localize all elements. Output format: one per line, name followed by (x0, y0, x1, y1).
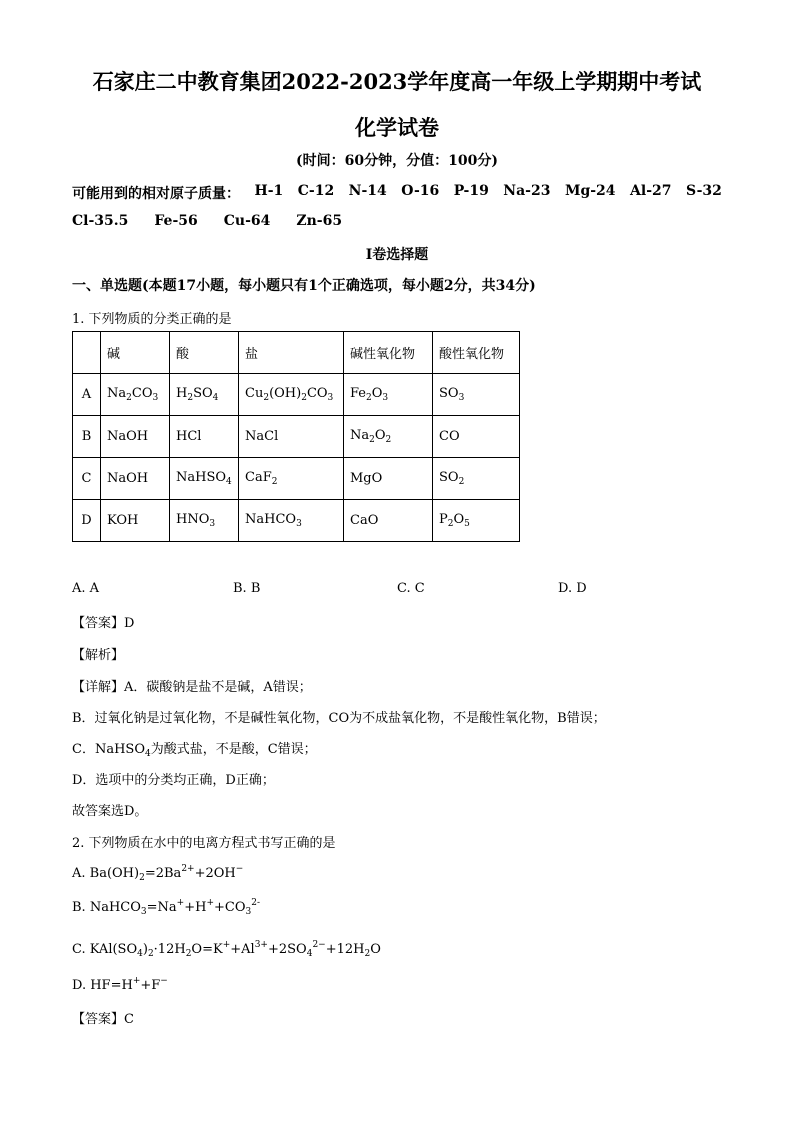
row-label: C (73, 458, 101, 500)
formula-cell: $Fe_2O_3$ (344, 374, 433, 416)
table-row (73, 500, 520, 542)
formula-cell: CO (433, 416, 520, 458)
formula-cell: HCl (170, 416, 239, 458)
q1-answer (72, 612, 134, 631)
table-header-cell: 碱 (101, 332, 170, 374)
table-row (73, 374, 520, 416)
explanation-line-2: B．过氧化钠是过氧化物，不是碱性氧化物，CO为不成盐氧化物，不是酸性氧化物，B错误； (72, 711, 606, 726)
q1-option-b: B. B (233, 581, 261, 596)
table-row (73, 458, 520, 500)
section-heading: 一、单选题(本题17小题，每小题只有1个正确选项，每小题2分，共34分) (72, 278, 536, 294)
table-header-cell: 酸 (170, 332, 239, 374)
detail-tag: 【详解】 (72, 680, 125, 695)
mass-s: S-32 (686, 183, 722, 199)
explanation-line-3: C．NaHSO$_4$为酸式盐，不是酸，C错误； (72, 742, 317, 759)
row-label: B (73, 416, 101, 458)
q2-option-d: D. HF=H++F− (72, 976, 168, 993)
formula-cell: MgO (344, 458, 433, 500)
subject-title: 化学试卷 (355, 115, 439, 140)
table-header-cell: 酸性氧化物 (433, 332, 520, 374)
formula-cell: $SO_2$ (433, 458, 520, 500)
mass-fe: Fe-56 (154, 213, 198, 229)
formula-cell: $H_2SO_4$ (170, 374, 239, 416)
formula-cell: NaOH (101, 458, 170, 500)
mass-h: H-1 (254, 183, 284, 199)
answer-tag: 【答案】 (72, 1012, 125, 1027)
table-header-cell (73, 332, 101, 374)
table-row (73, 416, 520, 458)
explanation-line-5: 故答案选D。 (72, 804, 148, 819)
row-label: D (73, 500, 101, 542)
table-header-cell: 盐 (239, 332, 344, 374)
q2-option-a: A. $Ba(OH)_2=2Ba^{2+}+2OH^-$ (72, 864, 244, 883)
mass-cu: Cu-64 (223, 213, 271, 229)
exam-title: 石家庄二中教育集团2022-2023学年度高一年级上学期期中考试 (92, 69, 702, 94)
formula-cell: NaOH (101, 416, 170, 458)
formula-cell: $SO_3$ (433, 374, 520, 416)
formula-cell: $HNO_3$ (170, 500, 239, 542)
q1-option-c: C. C (397, 581, 425, 596)
q2-option-c: C. $KAl(SO_4)_2\cdot 12H_2O=K^++Al^{3+}+2SO_4^{2-}+12H_2O$ (72, 940, 381, 959)
atomic-mass-row-1 (72, 183, 722, 203)
classification-table (72, 331, 520, 542)
explanation-line-4: D．选项中的分类均正确，D正确； (72, 773, 275, 788)
answer-tag: 【答案】 (72, 616, 125, 631)
explanation-text: A．碳酸钠是盐不是碱，A错误； (124, 680, 312, 695)
formula-cell: $Na_2CO_3$ (101, 374, 170, 416)
q1-option-a: A. A (72, 581, 100, 596)
mass-n: N-14 (348, 183, 387, 199)
mass-o: O-16 (401, 183, 440, 199)
answer-value: D (124, 616, 135, 631)
formula-cell: CaF$_2$ (239, 458, 344, 500)
explanation-line-1 (72, 676, 312, 695)
answer-value: C (124, 1012, 134, 1027)
mass-zn: Zn-65 (296, 213, 343, 229)
mass-p: P-19 (453, 183, 489, 199)
q2-option-b: B. $NaHCO_3=Na^++H^++CO_3^{2-}$ (72, 898, 260, 917)
table-header-cell: 碱性氧化物 (344, 332, 433, 374)
formula-cell: $P_2O_5$ (433, 500, 520, 542)
row-label: A (73, 374, 101, 416)
formula-cell: CaO (344, 500, 433, 542)
q2-answer (72, 1008, 134, 1027)
mass-cl: Cl-35.5 (72, 213, 129, 229)
mass-na: Na-23 (503, 183, 551, 199)
exam-info: (时间：60分钟，分值：100分) (296, 153, 498, 169)
q1-analysis-tag: 【解析】 (72, 648, 125, 663)
mass-al: Al-27 (630, 183, 672, 199)
q1-option-d: D. D (558, 581, 587, 596)
formula-cell: NaHCO$_3$ (239, 500, 344, 542)
formula-cell: NaCl (239, 416, 344, 458)
atomic-mass-row-2 (72, 213, 342, 229)
question-1-stem: 1. 下列物质的分类正确的是 (72, 312, 232, 327)
mass-c: C-12 (297, 183, 335, 199)
section-title: I卷选择题 (365, 247, 429, 263)
formula-cell: $Cu_2(OH)_2CO_3$ (239, 374, 344, 416)
table-header-row (73, 332, 520, 374)
formula-cell: NaHSO$_4$ (170, 458, 239, 500)
atomic-mass-label: 可能用到的相对原子质量： (72, 186, 240, 202)
question-2-stem: 2. 下列物质在水中的电离方程式书写正确的是 (72, 836, 336, 851)
formula-cell: KOH (101, 500, 170, 542)
mass-mg: Mg-24 (564, 183, 616, 199)
formula-cell: $Na_2O_2$ (344, 416, 433, 458)
